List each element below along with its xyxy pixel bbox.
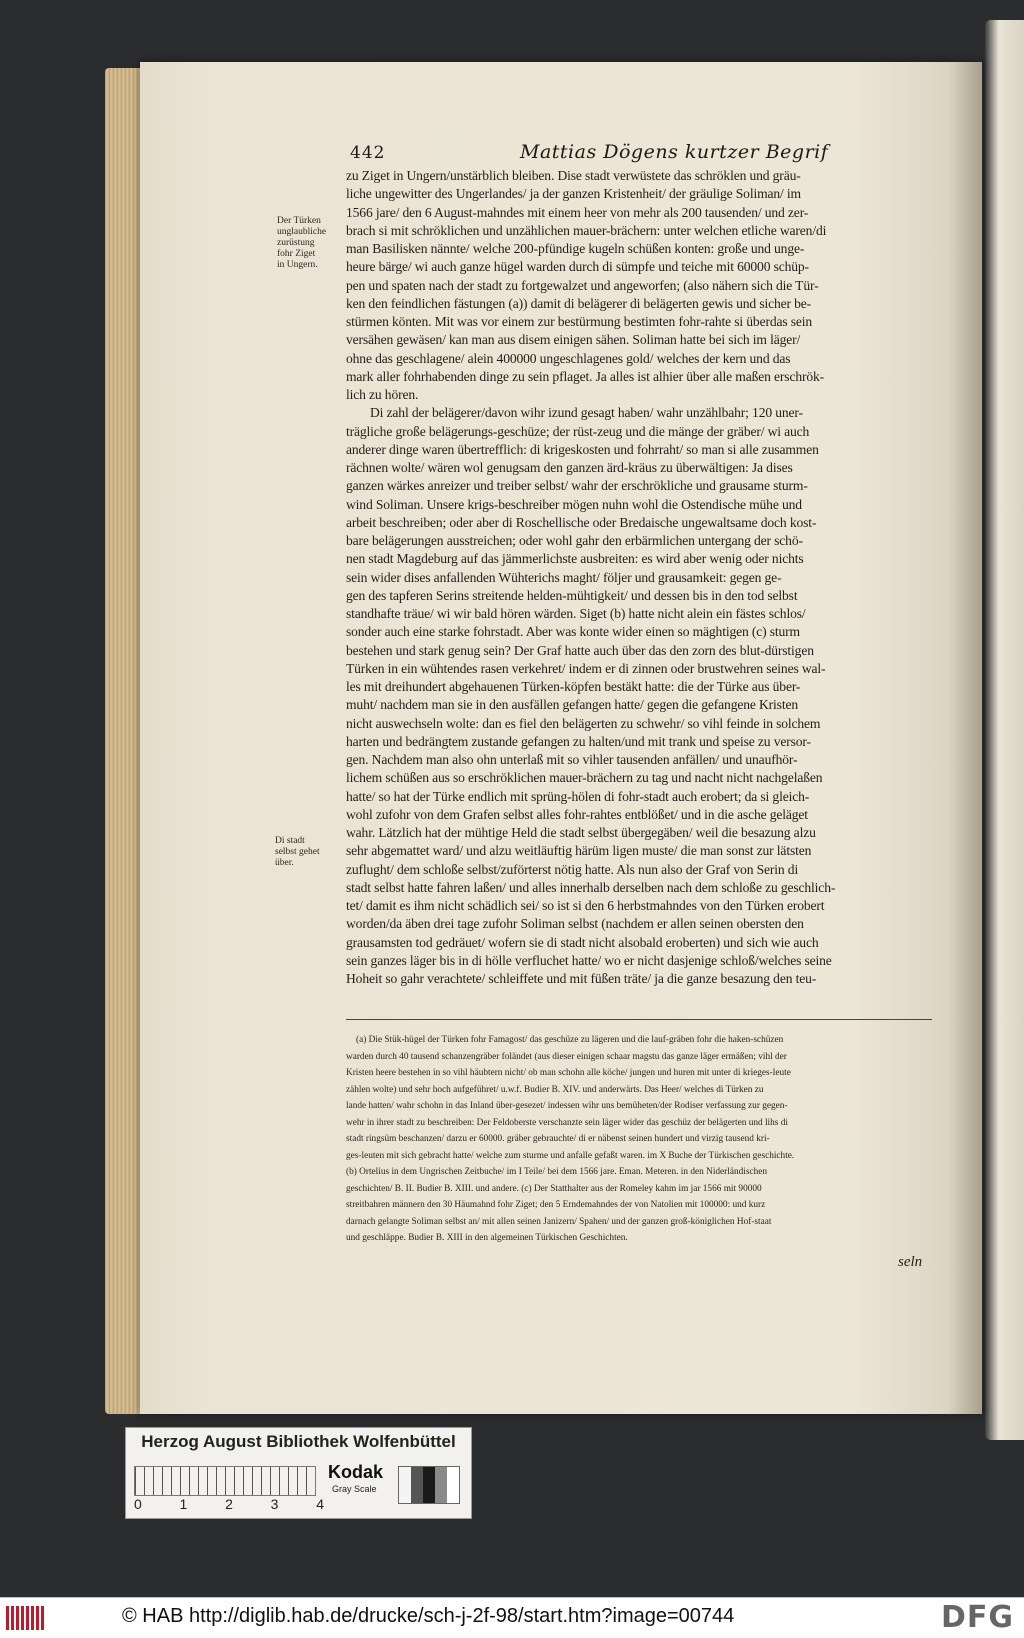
marginal-note-line: Der Türken xyxy=(277,216,321,226)
text-line: sein wider dises anfallenden Wühterichs maght/ följer und grausamkeit: gegen ge- xyxy=(346,569,782,585)
text-line: lichem schüßen aus so erschröklichen mauer-brächern zu tag und nacht nicht nachgelaßen xyxy=(346,770,823,786)
footnote-divider xyxy=(346,1019,932,1020)
gray-patch xyxy=(423,1467,435,1503)
text-line: ganzen wärkes anreizer und treiber selbst/ wahr der erschrökliche und grausame sturm- xyxy=(346,478,808,494)
text-line: 1566 jare/ den 6 August-mahndes mit einem heer von mehr als 200 tausenden/ und zer- xyxy=(346,204,809,220)
text-line: sonder auch eine starke fohrstadt. Aber was konte wider einen so mäghtigen (c) sturm xyxy=(346,624,800,640)
page-stack-edge xyxy=(105,68,145,1414)
footnote-line: geschichten/ B. II. Budier B. XIII. und andere. (c) Der Statthalter aus der Romeley kahm im jar 1566 mit 90000 xyxy=(346,1183,762,1194)
ruler-number: 0 xyxy=(134,1496,142,1512)
footnote-line: wehr in ihrer stadt zu beschreiben: Der Feldoberste verschanzte sein läger wider das geschüz der belägerten und lihs di xyxy=(346,1117,788,1128)
institution-label: Herzog August Bibliothek Wolfenbüttel xyxy=(141,1432,456,1451)
text-line: muht/ nachdem man sie in den ausfällen gefangen hatte/ gegen die gefangene Kristen xyxy=(346,697,798,713)
footer-bar xyxy=(0,1597,1024,1638)
marginal-note-line: unglaubliche xyxy=(277,227,327,237)
text-line: ohne das geschlagene/ alein 400000 ungeschlagenes gold/ welches der kern und das xyxy=(346,350,791,366)
running-title: Mattias Dögens kurtzer Begrif xyxy=(520,141,829,163)
footnotes xyxy=(346,1032,936,1247)
text-line: sehr abgemattet ward/ und alzu weitläuftig härüm ligen muste/ die man sonst zur lätsten xyxy=(346,843,812,859)
ruler-number: 2 xyxy=(225,1496,233,1512)
text-line: wind Soliman. Unsere krigs-beschreiber mögen nuhn wohl die Ostendische mühe und xyxy=(346,496,802,512)
text-line: bare belägerungen ausstreichen; oder wohl gahr den erbärmlichen untergang der schö- xyxy=(346,533,803,548)
text-line: nicht auswechseln wolte: dan es fiel den belägerten zu schwehr/ so vihl feinde in solchem xyxy=(346,715,821,731)
marginal-note-line: über. xyxy=(275,858,294,868)
text-line: zuflught/ dem schloße selbst/zuförterst nötig hatte. Als nun also der Graf von Serin di xyxy=(346,861,799,877)
hab-logo-icon xyxy=(6,1606,46,1630)
text-line: gen des tapferen Serins streitende helden-mühtigkeit/ und dessen bis in den tod selbst xyxy=(346,587,798,603)
dfg-logo: DFG xyxy=(940,1600,1014,1635)
text-line: man Basilisken nännte/ welche 200-pfündige kugeln schüßen konten: große und unge- xyxy=(346,241,805,256)
text-line: standhafte träue/ wi wir bald hören wärden. Siget (b) hatte nicht alein ein fästes schlos/ xyxy=(346,606,806,621)
text-line: Türken in ein wühtendes rasen verkehret/ indem er di zinnen oder brustwehren seines wal- xyxy=(346,660,826,676)
color-calibration-card xyxy=(125,1427,472,1519)
footnote-line: streitbahren männern den 30 Häumahnd fohr Ziget; den 5 Erndemahndes der von Natolien mit 100000: und kurz xyxy=(346,1200,766,1210)
marginal-note-line: selbst gehet xyxy=(275,847,320,857)
text-line: worden/da äben drei tage zufohr Soliman selbst (nachdem er allen seinen obersten den xyxy=(346,916,804,932)
footnote-line: zählen wolte) und sehr hoch aufgeführet/ u.w.f. Budier B. XIV. und anderwärts. Das Heer/ welches di Türken zu xyxy=(346,1084,764,1095)
ruler-numbers xyxy=(134,1496,324,1512)
text-line: bestehen und stark genug sein? Der Graf hatte auch über das den zorn des blut-dürstigen xyxy=(346,642,814,658)
page-number: 442 xyxy=(350,143,386,163)
text-line: hatte/ so hat der Türke endlich mit sprüng-hölen di fohr-stadt auch erobert; da si gleich- xyxy=(346,788,810,804)
gray-patch xyxy=(411,1467,423,1503)
ruler-number: 3 xyxy=(270,1496,279,1512)
text-line: wahr. Lätzlich hat der mühtige Held die stadt selbst übergegäben/ weil die besazung alzu xyxy=(346,825,816,840)
marginal-note-line: zurüstung xyxy=(277,238,315,248)
adjacent-page-edge xyxy=(985,20,1024,1440)
text-line: brach si mit schröklichen und unzählichen mauer-brächern: unter welchen etliche waren/di xyxy=(346,222,827,238)
text-line: lich zu hören. xyxy=(346,387,419,402)
marginal-note-line: in Ungern. xyxy=(277,260,318,270)
footnote-line: Kristen heere bestehen in so vihl häubtern nicht/ ob man schohn alle köche/ jungen und huren mit unter di krieges-leute xyxy=(346,1068,791,1078)
footnote-line: stadt ringsüm beschanzen/ darzu er 60000. gräber gebrauchte/ di er näbenst seinen hundert und virzig tausend kri- xyxy=(346,1134,770,1144)
marginal-note-line: Di stadt xyxy=(275,836,305,846)
text-line: stadt selbst hatte fahren laßen/ und alles innerhalb derselben nach dem schloße zu geschlich- xyxy=(346,879,836,895)
text-line: nen stadt Magdeburg auf das jämmerlichste ausbreiten: es wird aber wenig oder nichts xyxy=(346,551,804,567)
text-line: grausamsten tod gedräuet/ wofern sie di stadt nicht alsobald eroberten) und sich wie auch xyxy=(346,934,819,950)
catchword: seln xyxy=(898,1254,923,1270)
text-line: zu Ziget in Ungern/unstärblich bleiben. Dise stadt verwüstete das schröklen und gräu- xyxy=(346,168,801,183)
marginal-note-line: fohr Ziget xyxy=(277,249,316,259)
ruler-number: 1 xyxy=(179,1496,188,1512)
kodak-logo: Kodak xyxy=(328,1462,384,1482)
footnote-line: (b) Ortelius in dem Ungrischen Zeitbuche/ im I Teile/ bei dem 1566 jare. Eman. Meteren. in den Niderländischen xyxy=(346,1167,768,1177)
text-line: wohl zufohr von dem Grafen selbst alles fohr-rahtes entblößet/ und in die asche geläget xyxy=(346,806,808,822)
text-line: Di zahl der belägerer/davon wihr izund gesagt haben/ wahr unzählbahr; 120 uner- xyxy=(370,405,803,421)
page-header xyxy=(350,141,940,169)
gray-patch xyxy=(447,1467,459,1503)
footnote-line: ges-leuten mit sich gebracht hatte/ welche zum sturme und anfalle gefaßt waren. im X Buche der Türkischen geschichte. xyxy=(346,1150,795,1161)
text-line: anderer dinge waren übertrefflich: di krigeskosten und fohrraht/ so man si alle zusammen xyxy=(346,441,819,457)
text-line: harten und bedrängtem zustande gefangen zu halten/und mit trank und speise zu versor- xyxy=(346,733,811,749)
footnote-line: lande hatten/ wahr schohn in das Inland über-gesezet/ indessen wihr uns bemüheten/der Rodiser verfassung zur gegen- xyxy=(346,1101,788,1111)
text-line: Hoheit so gahr verachtete/ schleiffete und mit füßen träte/ ja die ganze besazung den teu- xyxy=(346,971,817,986)
footnote-line: warden durch 40 tausend schanzengräber foländet (aus dieser einigen schaar magstu das ganze läger ermäßen; vihl der xyxy=(346,1051,787,1062)
text-line: heure bärge/ wi auch ganze hügel warden durch di sümpfe und teiche mit 60000 schüp- xyxy=(346,259,809,275)
ruler-number: 4 xyxy=(316,1496,324,1512)
text-line: gen. Nachdem man also ohn unterlaß mit so vihler tausenden anfällen/ und unaufhör- xyxy=(346,752,798,767)
text-line: mark aller fohrhabenden dinge zu sein pflaget. Ja alles ist alhier über alle maßen erschrök- xyxy=(346,368,825,384)
text-line: trägliche große belägerungs-geschüze; der rüst-zeug und die mänge der gräber/ wi auch xyxy=(346,423,810,439)
text-line: liche ungewitter des Ungerlandes/ ja der ganzen Kristenheit/ der gräulige Soliman/ im xyxy=(346,186,801,202)
text-line: arbeit beschreiben; oder aber di Roschellische oder Bredaische ungewaltsame doch kost- xyxy=(346,514,817,530)
text-line: les mit dreihundert abgehauenen Türken-köpfen bestäkt hatte: die der Türke aus über- xyxy=(346,679,801,694)
gray-patch xyxy=(399,1467,411,1503)
gray-patches xyxy=(398,1466,460,1504)
gray-scale-label: Gray Scale xyxy=(332,1484,377,1494)
text-line: pen und spaten nach der stadt zu fortgewalzet und angeworfen; (also nähern sich die Tür- xyxy=(346,277,819,293)
footnote-line: darnach gelangte Soliman selbst an/ mit allen seinen Janizern/ Spahen/ und der ganzen groß-königlichen Hof-staat xyxy=(346,1216,772,1227)
marginal-note xyxy=(275,836,341,869)
text-line: rächnen wolte/ wären wol genugsam den ganzen ärd-kräus zu überwältigen: Ja dises xyxy=(346,460,793,475)
text-line: tet/ damit es ihm nicht schädlich sei/ so ist si den 6 herbstmahndes von den Türken erobert xyxy=(346,898,825,913)
copyright-link[interactable]: © HAB http://diglib.hab.de/drucke/sch-j-2f-98/start.htm?image=00744 xyxy=(122,1605,735,1627)
body-text xyxy=(346,167,936,988)
text-line: sein ganzes läger bis in di hölle verfluchet hatte/ wo er nicht dasjenige schloß/welches seine xyxy=(346,952,832,968)
text-line: stürmen könten. Mit was vor einem zur bestürmung bestimten fohr-rahte si überdas sein xyxy=(346,314,813,329)
footnote-line: (a) Die Stük-hügel der Türken fohr Famagost/ das geschüze zu lägeren und die lauf-gräben fohr die haken-schüzen xyxy=(356,1035,784,1045)
footnote-line: und geschläppe. Budier B. XIII in den algemeinen Türkischen Geschichten. xyxy=(346,1233,628,1243)
text-line: versähen gewäsen/ kan man aus disem einigen sähen. Soliman hatte bei sich im läger/ xyxy=(346,332,801,348)
scale-ruler xyxy=(134,1466,316,1496)
gray-patch xyxy=(435,1467,447,1503)
text-line: ken den feindlichen fästungen (a)) damit di belägerer di belägerten gewis und sicher be- xyxy=(346,295,812,311)
marginal-note xyxy=(277,216,343,271)
